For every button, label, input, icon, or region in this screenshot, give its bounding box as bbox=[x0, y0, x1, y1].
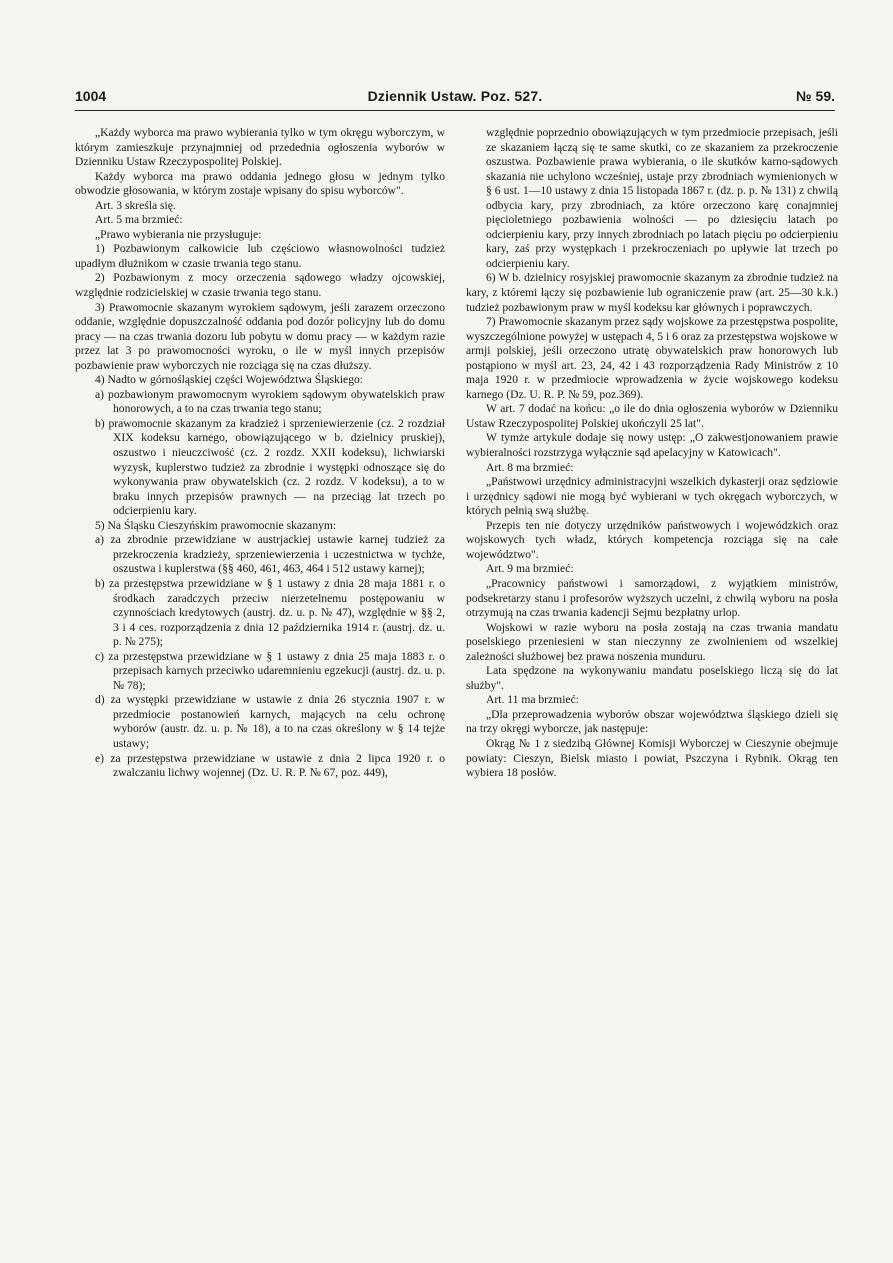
list-item: e) za przestępstwa przewidziane w ustawie z dnia 2 lipca 1920 r. o zwalczaniu lichwy wojennej (Dz. U. R. P. № 67, poz. 449), bbox=[95, 751, 445, 780]
paragraph: 5) Na Śląsku Cieszyńskim prawomocnie skazanym: bbox=[95, 518, 337, 532]
paragraph: „Prawo wybierania nie przysługuje: bbox=[95, 227, 262, 241]
paragraph: względnie poprzednio obowiązujących w tym przedmiocie przepisach, jeśli ze skazaniem łączą się te same skutki, co ze skazaniem za przekroczenie oszustwa. Pozbawienie prawa wybierania, o ile skutków karno-sądowych skazania nie uchylono wcześniej, ustaje przy zbrodniach wymienionych w § 6 ust. 1—10 ustawy z dnia 15 listopada 1867 r. (dz. p. p. № 131) z chwilą odbycia kary, przy zbrodniach, za które orzeczono karę conajmniej pięcioletniego pozbawienia wolności — po dziesięciu latach po odcierpieniu kary, przy innych zbrodniach po latach pięciu po odcierpieniu kary, zaś przy występkach i przekroczeniach po upływie lat trzech po odcierpieniu kary. bbox=[486, 126, 838, 270]
paragraph: Lata spędzone na wykonywaniu mandatu poselskiego liczą się do lat służby". bbox=[466, 664, 838, 692]
left-column bbox=[75, 126, 445, 1186]
list-item: a) pozbawionym prawomocnym wyrokiem sądowym obywatelskich praw honorowych, a to na czas trwania tego stanu; bbox=[95, 387, 445, 416]
paragraph: Art. 11 ma brzmieć: bbox=[486, 693, 579, 707]
paragraph: Art. 5 ma brzmieć: bbox=[95, 213, 183, 227]
list-item: b) za przestępstwa przewidziane w § 1 ustawy z dnia 28 maja 1881 r. o środkach zaradczych przeciw nierzetelnemu postępowaniu w czynnościach kredytowych (austrj. dz. u. p. № 47), względnie w §§ 2, 3 i 4 ces. rozporządzenia z dnia 12 października 1914 r. (austrj. dz. u. p. № 275); bbox=[95, 576, 445, 649]
list-item: a) za zbrodnie przewidziane w austrjackiej ustawie karnej tudzież za przekroczenia kradzieży, sprzeniewierzenia i uczestnictwa w tychże, oszustwa i kuplerstwa (§§ 460, 461, 463, 464 i 512 ustawy karnej); bbox=[95, 533, 445, 576]
paragraph: Przepis ten nie dotyczy urzędników państwowych i wojewódzkich oraz wojskowych tych władz, których kompetencja rozciąga się na całe województwo". bbox=[466, 518, 838, 561]
paragraph: W art. 7 dodać na końcu: „o ile do dnia ogłoszenia wyborów w Dzienniku Ustaw Rzeczypospolitej Polskiej ukończyli 25 lat". bbox=[466, 402, 838, 430]
paragraph: „Pracownicy państwowi i samorządowi, z wyjątkiem ministrów, podsekretarzy stanu i profesorów wyższych uczelni, z chwilą wyboru na posła otrzymują na czas trwania kadencji Sejmu bezpłatny urlop. bbox=[466, 576, 838, 620]
paragraph: 3) Prawomocnie skazanym wyrokiem sądowym, jeśli zarazem orzeczono oddanie, względnie dopuszczalność oddania pod dozór policyjny lub do domu pracy — na czas trwania dozoru lub pobytu w domu pracy — w każdym razie przez lat 3 po prawomocności wyroku, o ile w myśl innych przepisów pozbawienie praw wyborczych nie rozciąga się na czas dłuższy. bbox=[75, 300, 445, 372]
paragraph: W tymże artykule dodaje się nowy ustęp: „O zakwestjonowaniem prawie wybieralności rozstrzyga wyłącznie sąd apelacyjny w Katowicach". bbox=[466, 431, 838, 460]
paragraph: 7) Prawomocnie skazanym przez sądy wojskowe za przestępstwa pospolite, wyszczególnione powyżej w ustępach 4, 5 i 6 oraz za przestępstwa wojskowe w armji polskiej, jeśli orzeczono utratę obywatelskich praw honorowych lub postąpiono w myśl art. 23, 24, 42 i 43 rozporządzenia Rady Ministrów z 10 maja 1920 r. w przedmiocie wprowadzenia w życie wojskowego kodeksu karnego (Dz. U. R. P. № 59, poz.369). bbox=[466, 315, 838, 401]
list-item: c) za przestępstwa przewidziane w § 1 ustawy z dnia 25 maja 1883 r. o przepisach karnych przeciwko udaremnieniu egzekucji (austrj. dz. u. p. № 78); bbox=[95, 649, 445, 692]
paragraph: 2) Pozbawionym z mocy orzeczenia sądowego władzy ojcowskiej, względnie rodzicielskiej w czasie trwania tego stanu. bbox=[75, 271, 445, 300]
issue-number: № 59. bbox=[796, 88, 835, 104]
page-number: 1004 bbox=[75, 88, 107, 104]
paragraph: Art. 9 ma brzmieć: bbox=[486, 562, 574, 576]
right-column bbox=[466, 126, 838, 1186]
paragraph: „Każdy wyborca ma prawo wybierania tylko w tym okręgu wyborczym, w którym zamieszkuje przynajmniej od przedednia ogłoszenia wyborów w Dzienniku Ustaw Rzeczypospolitej Polskiej. bbox=[75, 126, 445, 169]
paragraph: 1) Pozbawionym całkowicie lub częściowo własnowolności tudzież upadłym dłużnikom w czasie trwania tego stanu. bbox=[75, 242, 445, 270]
paragraph: Wojskowi w razie wyboru na posła zostają na czas trwania mandatu poselskiego przeniesieni w stan nieczynny ze zwolnieniem od wszelkiej zależności służbowej bez prawa noszenia munduru. bbox=[466, 620, 838, 663]
paragraph: Każdy wyborca ma prawo oddania jednego głosu w jednym tylko obwodzie głosowania, w którym zostaje wpisany do spisu wyborców". bbox=[75, 169, 445, 198]
paragraph: Art. 8 ma brzmieć: bbox=[486, 460, 574, 474]
list-item: d) za występki przewidziane w ustawie z dnia 26 stycznia 1907 r. w przedmiocie postanowień karnych, mających na celu ochronę wyborów (austr. dz. u. p. № 18), a to na czas określony w § 14 tejże ustawy; bbox=[95, 693, 445, 750]
list-item: b) prawomocnie skazanym za kradzież i sprzeniewierzenie (cz. 2 rozdział XIX kodeksu karnego, obowiązującego w b. dzielnicy pruskiej), oszustwo i nieuczciwość (cz. 2 rozdz. XXII kodeksu), lichwiarski wyzysk, kuplerstwo tudzież za zbrodnie i występki odnoszące się do wykonywania praw obywatelskich (cz. 2 rozdz. V kodeksu), a to w braku innych przepisów prawnych — na przeciąg lat trzech po odcierpieniu kary. bbox=[95, 416, 445, 518]
journal-title: Dziennik Ustaw. Poz. 527. bbox=[367, 88, 543, 104]
paragraph: „Dla przeprowadzenia wyborów obszar województwa śląskiego dzieli się na trzy okręgi wyborcze, jak następuje: bbox=[466, 707, 838, 736]
page-header bbox=[75, 88, 835, 111]
paragraph: Art. 3 skreśla się. bbox=[95, 198, 176, 212]
paragraph: Okrąg № 1 z siedzibą Głównej Komisji Wyborczej w Cieszynie obejmuje powiaty: Cieszyn, Bielsk miasto i powiat, Pszczyna i Rybnik. Okrąg ten wybiera 18 posłów. bbox=[466, 736, 838, 780]
paragraph: „Państwowi urzędnicy administracyjni wszelkich dykasterji oraz sędziowie i urzędnicy sądowi nie mogą być wybierani w tych okręgach wyborczych, w których pełnią swą służbę. bbox=[466, 475, 838, 518]
paragraph: 4) Nadto w górnośląskiej części Województwa Śląskiego: bbox=[95, 373, 364, 387]
paragraph: 6) W b. dzielnicy rosyjskiej prawomocnie skazanym za zbrodnie tudzież na kary, z któremi łączy się pozbawienie lub ograniczenie praw (art. 25—30 k.k.) tudzież pozbawionym praw w myśl kodeksu kar głównych i poprawczych. bbox=[466, 271, 838, 314]
